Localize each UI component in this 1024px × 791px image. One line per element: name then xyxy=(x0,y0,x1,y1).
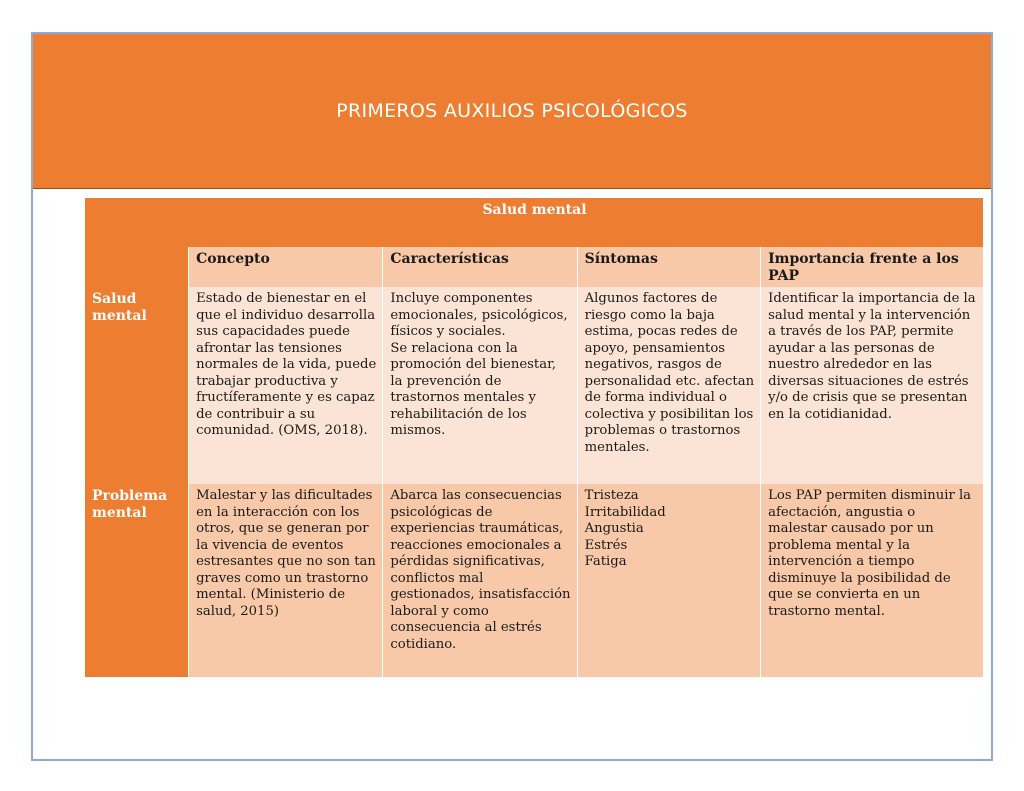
cell-caracteristicas xyxy=(383,484,577,677)
table-row xyxy=(85,484,983,677)
symptom-item: Fatiga xyxy=(584,554,627,569)
row-label-salud-mental: Salud mental xyxy=(85,287,189,484)
symptom-item: Tristeza xyxy=(584,488,639,503)
cell-sintomas xyxy=(577,484,760,677)
cell-importancia: Los PAP permiten disminuir la afectación, angustia o malestar causado por un problema mental y la intervención a tiempo disminuye la posibilidad de que se convierta en un trastorno mental. xyxy=(761,484,983,677)
table-row xyxy=(85,287,983,484)
cell-line: Algunos factores de riesgo como la baja estima, pocas redes de apoyo, pensamientos negativos, rasgos de personalidad etc. afectan de forma individual o colectiva y posibilitan los problemas o trastornos mentales. xyxy=(584,291,755,455)
cell-line: Abarca las consecuencias psicológicas de experiencias traumáticas, reacciones emocionales a pérdidas significativas, conflictos mal gestionados, insatisfacción laboral y como consecuencia al estrés cotidiano. xyxy=(390,488,571,652)
mental-health-table xyxy=(85,198,983,677)
header-importancia: Importancia frente a los PAP xyxy=(761,247,983,287)
cell-line: Se relaciona con la promoción del bienestar, la prevención de trastornos mentales y rehabilitación de los mismos. xyxy=(390,340,557,438)
row-label-problema-mental: Problema mental xyxy=(85,484,189,677)
header-sintomas: Síntomas xyxy=(577,247,760,287)
cell-concepto: Malestar y las dificultades en la interacción con los otros, que se generan por la vivencia de eventos estresantes que no son tan graves como un trastorno mental. (Ministerio de salud, 2015) xyxy=(189,484,383,677)
title-banner xyxy=(33,34,991,189)
cell-sintomas xyxy=(577,287,760,484)
cell-concepto: Estado de bienestar en el que el individuo desarrolla sus capacidades puede afrontar las tensiones normales de la vida, puede trabajar productiva y fructíferamente y es capaz de contribuir a su comunidad. (OMS, 2018). xyxy=(189,287,383,484)
cell-caracteristicas xyxy=(383,287,577,484)
symptom-item: Irritabilidad xyxy=(584,504,666,520)
symptom-item: Estrés xyxy=(584,537,628,553)
cell-line: Incluye componentes emocionales, psicológicos, físicos y sociales. xyxy=(390,291,568,339)
header-concepto: Concepto xyxy=(189,247,383,287)
table-title-row xyxy=(85,198,983,247)
table-title: Salud mental xyxy=(85,198,983,247)
table-header-row xyxy=(85,247,983,287)
header-corner xyxy=(85,247,189,287)
symptom-item: Angustia xyxy=(584,521,644,536)
cell-importancia: Identificar la importancia de la salud mental y la intervención a través de los PAP, permite ayudar a las personas de nuestro alrededor en las diversas situaciones de estrés y/o de crisis que se presentan en la cotidianidad. xyxy=(761,287,983,484)
header-caracteristicas: Características xyxy=(383,247,577,287)
document-title: PRIMEROS AUXILIOS PSICOLÓGICOS xyxy=(336,100,688,122)
